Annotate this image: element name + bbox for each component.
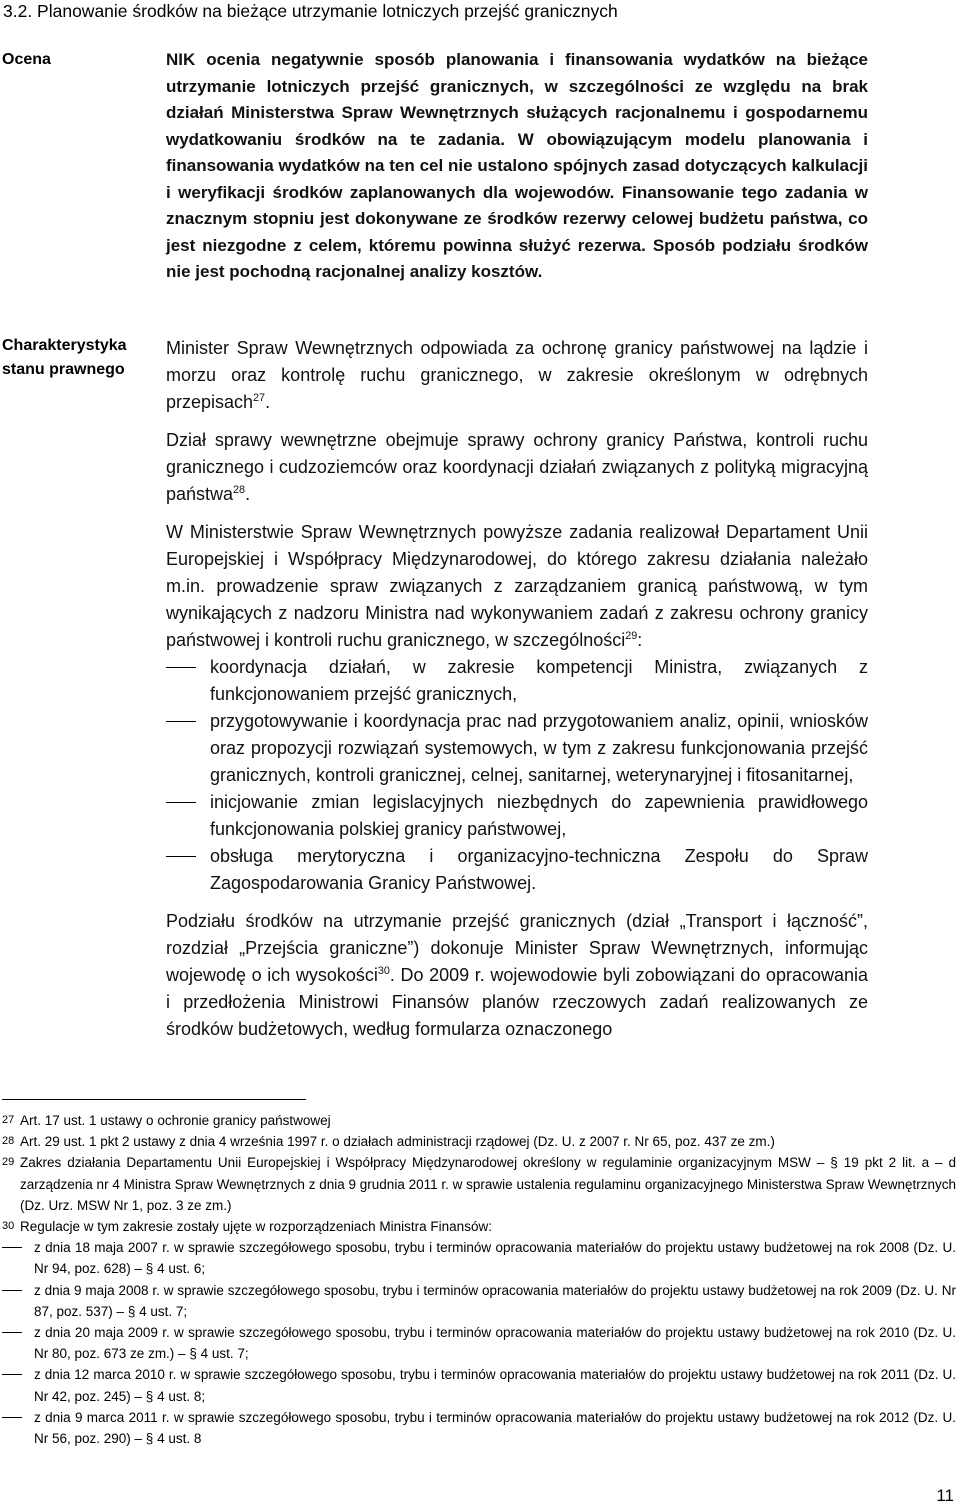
footnote-ref-30[interactable]: 30: [377, 965, 390, 977]
paragraph-1: Minister Spraw Wewnętrznych odpowiada za ochronę granicy państwowej na lądzie i morzu oraz kontrolę ruchu granicznego, w zakresie określonym w odrębnych przepisach$^{27}$.: [166, 338, 868, 412]
footnote-30: 30 Regulacje w tym zakresie zostały ujęte w rozporządzeniach Ministra Finansów:: [2, 1219, 492, 1235]
footnote-ref-27[interactable]: 27: [253, 392, 266, 404]
list-item: inicjowanie zmian legislacyjnych niezbędnych do zapewnienia prawidłowego funkcjonowania polskiej granicy państwowej,: [166, 789, 868, 843]
list-item: z dnia 18 maja 2007 r. w sprawie szczegółowego sposobu, trybu i terminów opracowania materiałów do projektu ustawy budżetowej na rok 2008 (Dz. U. Nr 94, poz. 628) – § 4 ust. 6;: [2, 1237, 956, 1279]
list-item: z dnia 12 marca 2010 r. w sprawie szczegółowego sposobu, trybu i terminów opracowania materiałów do projektu ustawy budżetowej na rok 2011 (Dz. U. Nr 42, poz. 245) – § 4 ust. 8;: [2, 1364, 956, 1406]
paragraph-2: Dział sprawy wewnętrzne obejmuje sprawy ochrony granicy Państwa, kontroli ruchu granicznego i cudzoziemców oraz koordynacji działań związanych z polityką migracyjną państwa$^{28}$.: [166, 430, 868, 504]
list-item: przygotowywanie i koordynacja prac nad przygotowaniem analiz, opinii, wniosków oraz propozycji rozwiązań systemowych, w tym z zakresu funkcjonowania przejść granicznych, kontroli granicznej, celnej, sanitarnej, weterynaryjnej i fitosanitarnej,: [166, 708, 868, 789]
responsibilities-list: [166, 654, 868, 897]
footnote-ref-29[interactable]: 29: [625, 630, 638, 642]
section-heading: 3.2. Planowanie środków na bieżące utrzymanie lotniczych przejść granicznych: [3, 1, 618, 21]
list-item: z dnia 20 maja 2009 r. w sprawie szczegółowego sposobu, trybu i terminów opracowania materiałów do projektu ustawy budżetowej na rok 2010 (Dz. U. Nr 80, poz. 673 ze zm.) – § 4 ust. 7;: [2, 1322, 956, 1364]
legal-state-body: [166, 335, 868, 1043]
paragraph-4: Podziału środków na utrzymanie przejść granicznych (dział „Transport i łączność”, rozdział „Przejścia graniczne”) dokonuje Minister Spraw Wewnętrznych, informując wojewodę o ich wysokości$^{30}$. Do 2009 r. wojewodowie byli zobowiązani do opracowania i przedłożenia Ministrowi Finansów planów rzeczowych zadań realizowanych ze środków budżetowych, według formularza oznaczonego: [166, 911, 868, 1039]
page-number: 11: [936, 1486, 954, 1505]
list-item: koordynacja działań, w zakresie kompetencji Ministra, związanych z funkcjonowaniem przejść granicznych,: [166, 654, 868, 708]
footnote-ref-28[interactable]: 28: [233, 484, 246, 496]
paragraph-3: W Ministerstwie Spraw Wewnętrznych powyższe zadania realizował Departament Unii Europejskiej i Współpracy Międzynarodowej, do którego zakresu działania należało m.in. prowadzenie spraw związanych z zarządzaniem granicą państwową, w tym wynikających z nadzoru Ministra nad wykonywaniem zadań z zakresu ochrony granicy państwowej i kontroli ruchu granicznego, w szczególności$^{29}$:: [166, 522, 868, 650]
list-item: z dnia 9 marca 2011 r. w sprawie szczegółowego sposobu, trybu i terminów opracowania materiałów do projektu ustawy budżetowej na rok 2012 (Dz. U. Nr 56, poz. 290) – § 4 ust. 8: [2, 1407, 956, 1449]
list-item: obsługa merytoryczna i organizacyjno-techniczna Zespołu do Spraw Zagospodarowania Granicy Państwowej.: [166, 843, 868, 897]
footnote-27: 27 Art. 17 ust. 1 ustawy o ochronie granicy państwowej: [2, 1113, 331, 1128]
side-label-charakterystyka: Charakterystyka stanu prawnego: [2, 337, 127, 378]
list-item: z dnia 9 maja 2008 r. w sprawie szczegółowego sposobu, trybu i terminów opracowania materiałów do projektu ustawy budżetowej na rok 2009 (Dz. U. Nr 87, poz. 537) – § 4 ust. 7;: [2, 1280, 956, 1322]
footnote-29: 29 Zakres działania Departamentu Unii Europejskiej i Współpracy Międzynarodowej określony w regulaminie organizacyjnym MSW – § 19 pkt 2 lit. a – d zarządzenia nr 4 Ministra Spraw Wewnętrznych z dnia 9 grudnia 2011 r. w sprawie ustalenia regulaminu organizacyjnego Ministerstwa Spraw Wewnętrznych (Dz. Urz. MSW Nr 1, poz. 3 ze zm.): [2, 1155, 956, 1213]
footnote-separator: [2, 1099, 306, 1100]
footnotes: [2, 1110, 956, 1449]
footnote-28: 28 Art. 29 ust. 1 pkt 2 ustawy z dnia 4 września 1997 r. o działach administracji rządowej (Dz. U. z 2007 r. Nr 65, poz. 437 ze zm.): [2, 1134, 775, 1150]
ocena-text: NIK ocenia negatywnie sposób planowania i finansowania wydatków na bieżące utrzymanie lotniczych przejść granicznych, w szczególności ze względu na brak działań Ministerstwa Spraw Wewnętrznych służących racjonalnemu i gospodarnemu wydatkowaniu środków na te zadania. W obowiązującym modelu planowania i finansowania wydatków na ten cel nie ustalono spójnych zasad dotyczących kalkulacji i weryfikacji środków zaplanowanych dla wojewodów. Finansowanie tego zadania w znacznym stopniu jest dokonywane ze środków rezerwy celowej budżetu państwa, co jest niezgodne z celem, któremu powinna służyć rezerwa. Sposób podziału środków nie jest pochodną racjonalnej analizy kosztów.: [166, 50, 868, 281]
side-label-ocena: Ocena: [2, 51, 51, 68]
footnote-30-list: [2, 1237, 956, 1449]
